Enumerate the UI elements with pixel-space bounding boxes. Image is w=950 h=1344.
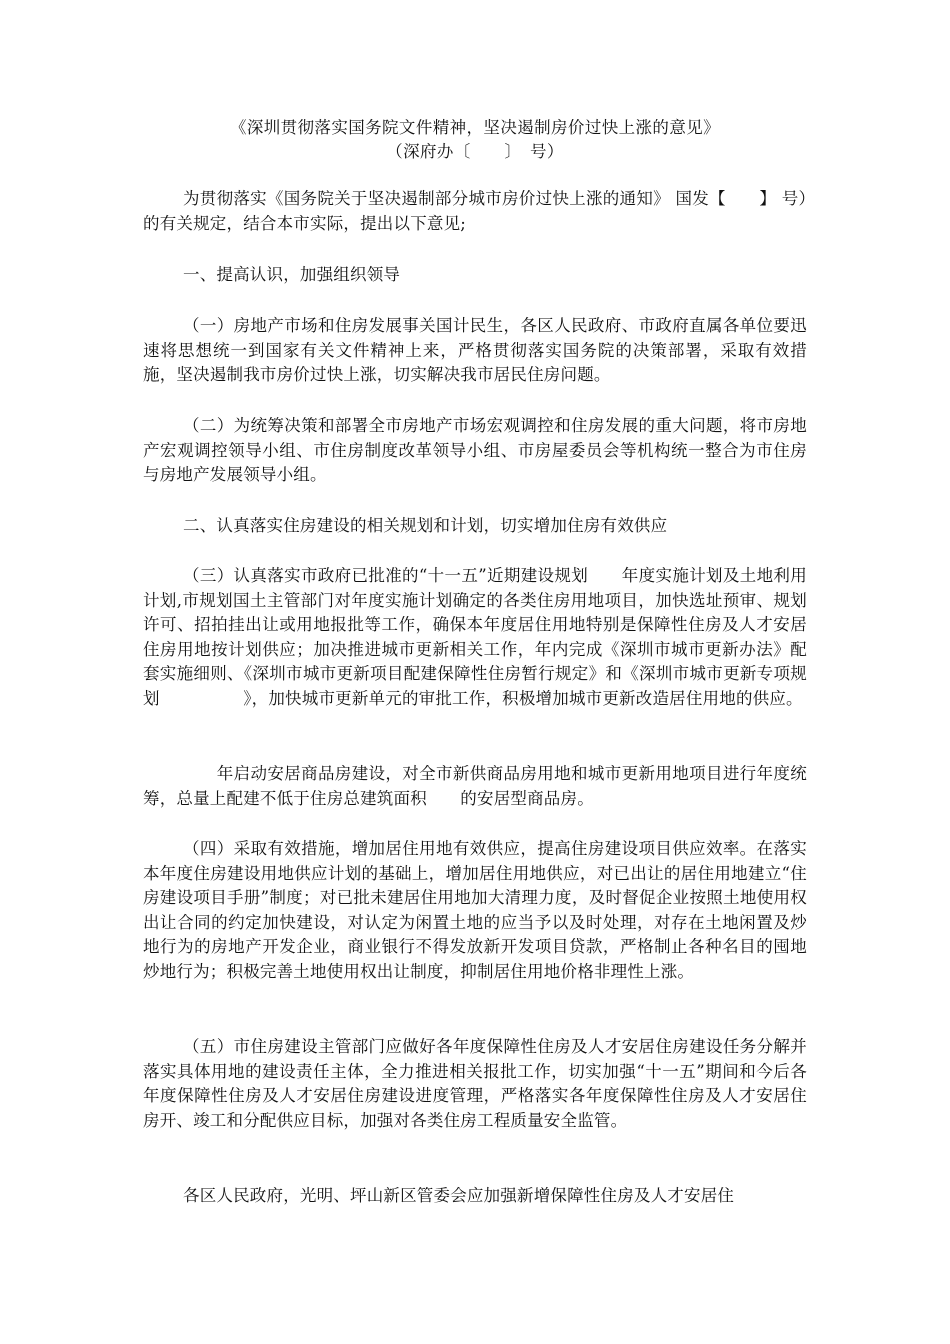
paragraph-6-block: [143, 1035, 807, 1133]
intro-paragraph-block: [143, 187, 807, 236]
paragraph-5-block: [143, 837, 807, 985]
section-1-heading-block: [143, 263, 807, 288]
paragraph-3-block: [143, 564, 807, 712]
intro-paragraph: 为贯彻落实《国务院关于坚决遏制部分城市房价过快上涨的通知》 国发【 】 号）的有关规定，结合本市实际，提出以下意见;: [143, 189, 807, 233]
document-title: 《深圳贯彻落实国务院文件精神，坚决遏制房价过快上涨的意见》: [229, 118, 721, 137]
document-number: （深府办〔 〕 号）: [386, 142, 564, 161]
paragraph-2-block: [143, 414, 807, 488]
paragraph-1: （一）房地产市场和住房发展事关国计民生，各区人民政府、市政府直属各单位要迅速将思想统一到国家有关文件精神上来，严格贯彻落实国务院的决策部署，采取有效措施，坚决遏制我市房价过快上涨，切实解决我市居民住房问题。: [143, 316, 807, 385]
section-2-heading-block: [143, 514, 807, 539]
paragraph-7-block: [143, 1184, 807, 1209]
paragraph-2: （二）为统筹决策和部署全市房地产市场宏观调控和住房发展的重大问题，将市房地产宏观调控领导小组、市住房制度改革领导小组、市房屋委员会等机构统一整合为市住房与房地产发展领导小组。: [143, 416, 807, 485]
paragraph-6: （五）市住房建设主管部门应做好各年度保障性住房及人才安居住房建设任务分解并落实具体用地的建设责任主体，全力推进相关报批工作，切实加强“十一五”期间和今后各年度保障性住房及人才安居住房建设进度管理，严格落实各年度保障性住房及人才安居住房开、竣工和分配供应目标，加强对各类住房工程质量安全监管。: [143, 1037, 807, 1130]
paragraph-7: 各区人民政府，光明、坪山新区管委会应加强新增保障性住房及人才安居住: [183, 1186, 735, 1205]
paragraph-4: 年启动安居商品房建设，对全市新供商品房用地和城市更新用地项目进行年度统筹，总量上配建不低于住房总建筑面积 的安居型商品房。: [143, 764, 807, 808]
paragraph-4-block: [143, 762, 807, 811]
paragraph-1-block: [143, 314, 807, 388]
section-2-heading: 二、认真落实住房建设的相关规划和计划，切实增加住房有效供应: [183, 516, 668, 535]
paragraph-5: （四）采取有效措施，增加居住用地有效供应，提高住房建设项目供应效率。在落实本年度住房建设用地供应计划的基础上，增加居住用地供应，对已出让的居住用地建立“住房建设项目手册”制度；对已批未建居住用地加大清理力度，及时督促企业按照土地使用权出让合同的约定加快建设，对认定为闲置土地的应当予以及时处理，对存在土地闲置及炒地行为的房地产开发企业，商业银行不得发放新开发项目贷款，严格制止各种名目的囤地炒地行为；积极完善土地使用权出让制度，抑制居住用地价格非理性上涨。: [143, 839, 807, 981]
paragraph-3: （三）认真落实市政府已批准的“十一五”近期建设规划 年度实施计划及土地利用计划,市规划国土主管部门对年度实施计划确定的各类住房用地项目，加快选址预审、规划许可、招拍挂出让或用地报批等工作，确保本年度居住用地特别是保障性住房及人才安居住房用地按计划供应；加决推进城市更新相关工作，年内完成《深圳市城市更新办法》配套实施细则、《深圳市城市更新项目配建保障性住房暂行规定》和《深圳市城市更新专项规划 》，加快城市更新单元的审批工作，积极增加城市更新改造居住用地的供应。: [143, 566, 807, 708]
section-1-heading: 一、提高认识，加强组织领导: [183, 265, 401, 284]
